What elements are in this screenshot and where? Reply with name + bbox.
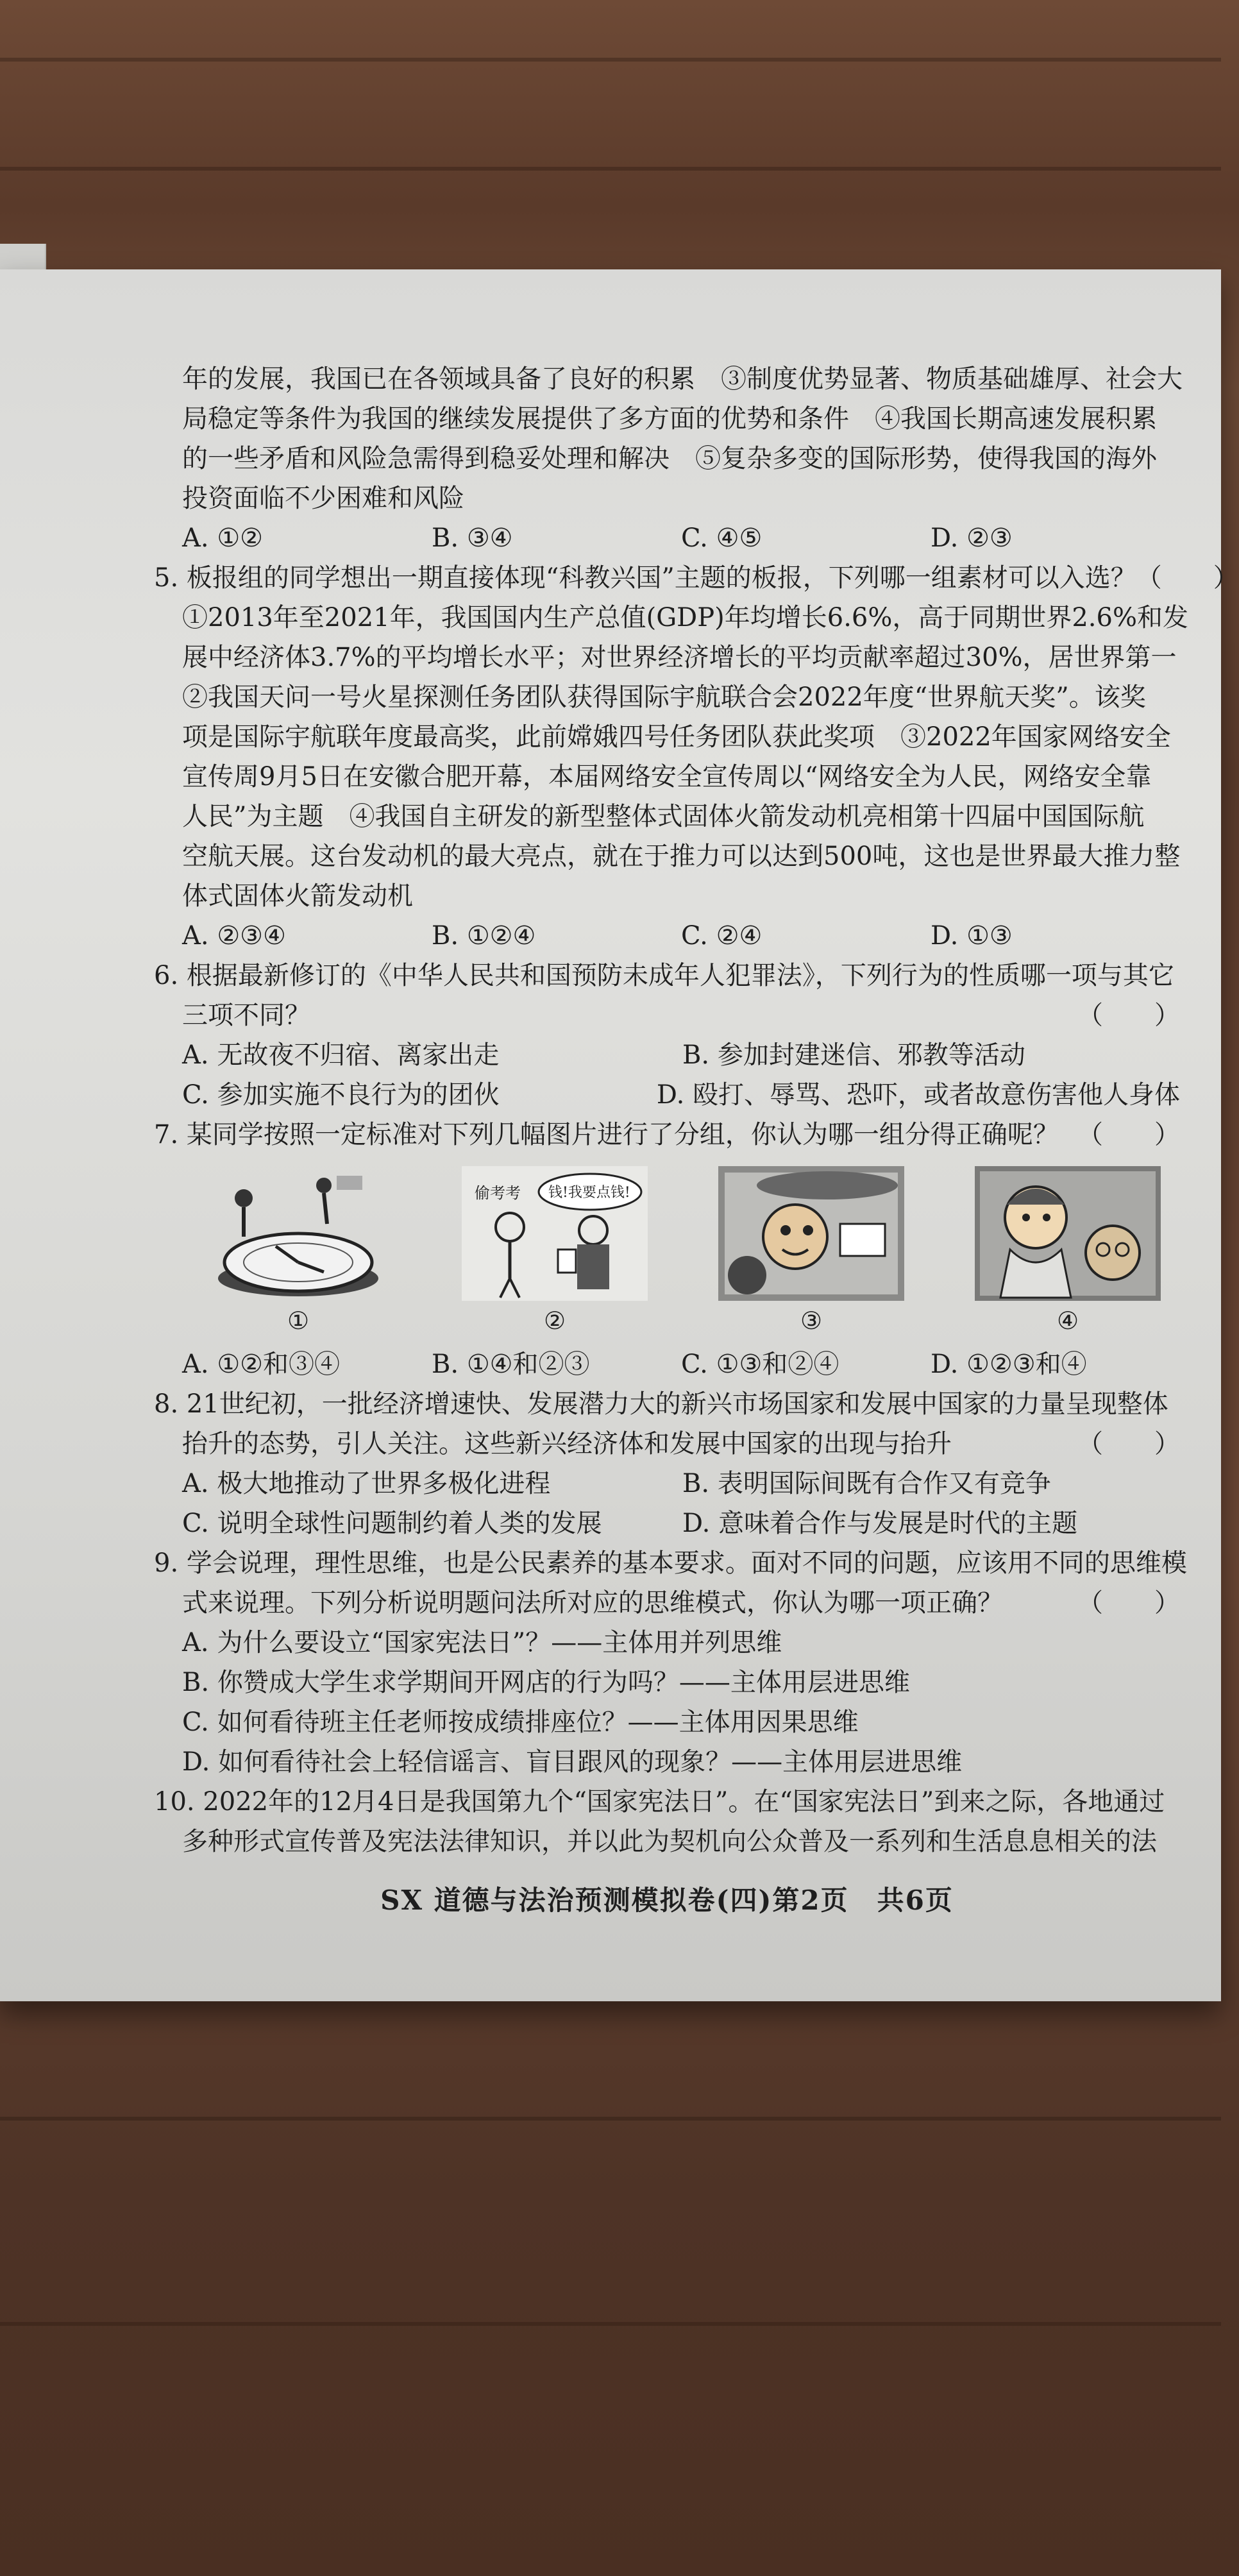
q5-line: 空航天展。这台发动机的最大亮点，就在于推力可以达到500吨，这也是世界最大推力整 [182, 842, 1181, 871]
q5-stem: 5. 板报组的同学想出一期直接体现“科教兴国”主题的板报，下列哪一组素材可以入选？ [154, 563, 1136, 593]
q9-option-a[interactable]: A. 为什么要设立“国家宪法日”？——主体用并列思维 [182, 1628, 782, 1657]
q8-options-row2 [154, 1504, 1180, 1543]
q8-stem-row [154, 1424, 1180, 1464]
q5-line: ②我国天问一号火星探测任务团队获得国际宇航联合会2022年度“世界航天奖”。该奖 [182, 682, 1146, 712]
q7-picture-1 [205, 1166, 391, 1341]
q4-option-a[interactable]: A. ①② [182, 523, 264, 553]
q10-stem-cont: 多种形式宣传普及宪法法律知识，并以此为契机向公众普及一系列和生活息息相关的法 [182, 1827, 1157, 1856]
q8-option-a[interactable]: A. 极大地推动了世界多极化进程 [182, 1469, 551, 1498]
q5-line: 展中经济体3.7%的平均增长水平；对世界经济增长的平均贡献率超过30%，居世界第一 [182, 643, 1177, 672]
q6-answer-paren[interactable]: （ ） [1077, 1001, 1180, 1030]
q8-option-b[interactable]: B. 表明国际间既有合作又有竞争 [682, 1469, 1051, 1498]
q6-options-row1 [154, 1035, 1180, 1075]
q5-line: 体式固体火箭发动机 [182, 881, 413, 911]
q6-options-row2 [154, 1075, 1180, 1115]
q7-option-d[interactable]: D. ①②③和④ [931, 1350, 1087, 1379]
q7-picture-3-label: ③ [800, 1307, 823, 1335]
q7-picture-1-label: ① [287, 1307, 310, 1335]
q4-option-b[interactable]: B. ③④ [432, 523, 513, 553]
q4-line: 的一些矛盾和风险急需得到稳妥处理和解决 ⑤复杂多变的国际形势，使得我国的海外 [182, 444, 1157, 473]
q7-picture-4-label: ④ [1056, 1307, 1079, 1335]
q6-option-a[interactable]: A. 无故夜不归宿、离家出走 [182, 1040, 500, 1070]
q5-line: 人民”为主题 ④我国自主研发的新型整体式固体火箭发动机亮相第十四届中国国际航 [182, 802, 1145, 831]
q7-picture-2 [462, 1166, 648, 1341]
wood-grain [0, 167, 1221, 171]
q7-option-b[interactable]: B. ①④和②③ [432, 1350, 590, 1379]
q8-stem: 8. 21世纪初，一批经济增速快、发展潜力大的新兴市场国家和发展中国家的力量呈现整体 [154, 1389, 1168, 1419]
q6-stem-row [154, 996, 1180, 1035]
q7-stem-row [154, 1115, 1180, 1155]
speech-cartoon-image [718, 1166, 904, 1301]
q9-stem-cont: 式来说理。下列分析说明题问法所对应的思维模式，你认为哪一项正确？ [182, 1588, 1003, 1618]
q4-option-c[interactable]: C. ④⑤ [681, 523, 763, 553]
q8-answer-paren[interactable]: （ ） [1077, 1429, 1180, 1459]
q5-option-b[interactable]: B. ①②④ [432, 921, 536, 951]
q6-stem-cont: 三项不同？ [182, 1001, 310, 1030]
q6-option-b[interactable]: B. 参加封建迷信、邪教等活动 [682, 1040, 1025, 1070]
q4-option-d[interactable]: D. ②③ [931, 523, 1013, 553]
q6-option-d[interactable]: D. 殴打、辱骂、恐吓，或者故意伤害他人身体 [656, 1080, 1180, 1110]
q9-stem-row [154, 1583, 1180, 1623]
q7-answer-paren[interactable]: （ ） [1077, 1120, 1180, 1149]
q5-option-d[interactable]: D. ①③ [931, 921, 1013, 951]
q7-picture-3 [718, 1166, 904, 1341]
q6-stem: 6. 根据最新修订的《中华人民共和国预防未成年人犯罪法》，下列行为的性质哪一项与其它 [154, 961, 1174, 990]
q8-option-c[interactable]: C. 说明全球性问题制约着人类的发展 [182, 1509, 602, 1538]
q7-picture-2-label: ② [543, 1307, 566, 1335]
q8-options-row1 [154, 1464, 1180, 1504]
q5-stem-row [154, 558, 1239, 598]
q8-option-d[interactable]: D. 意味着合作与发展是时代的主题 [682, 1509, 1078, 1538]
q5-option-c[interactable]: C. ②④ [681, 921, 763, 951]
bubble-text-2: 钱!我要点钱! [548, 1185, 630, 1201]
compass-cartoon-image [205, 1166, 391, 1301]
q5-line: 宣传周9月5日在安徽合肥开幕，本届网络安全宣传周以“网络安全为人民，网络安全靠 [182, 762, 1152, 792]
q7-picture-4 [975, 1166, 1161, 1341]
wood-grain [0, 2117, 1221, 2121]
q9-answer-paren[interactable]: （ ） [1077, 1588, 1180, 1618]
exam-content [154, 359, 1239, 1920]
q8-stem-cont: 抬升的态势，引人关注。这些新兴经济体和发展中国家的出现与抬升 [182, 1429, 952, 1459]
q5-answer-paren[interactable]: （ ） [1136, 563, 1239, 593]
q7-option-a[interactable]: A. ①②和③④ [182, 1350, 341, 1379]
q9-option-b[interactable]: B. 你赞成大学生求学期间开网店的行为吗？——主体用层进思维 [182, 1668, 910, 1697]
q5-options [154, 916, 1180, 956]
q4-line: 局稳定等条件为我国的继续发展提供了多方面的优势和条件 ④我国长期高速发展积累 [182, 404, 1157, 434]
q7-option-c[interactable]: C. ①③和②④ [681, 1350, 839, 1379]
q6-option-c[interactable]: C. 参加实施不良行为的团伙 [182, 1080, 500, 1110]
page-footer: SX 道德与法治预测模拟卷(四)第2页 共6页 [380, 1885, 954, 1916]
family-cartoon-image [975, 1166, 1161, 1301]
wood-grain [0, 2322, 1221, 2326]
q7-options [154, 1344, 1180, 1384]
q4-options [154, 518, 1180, 558]
bribery-cartoon-image [462, 1166, 648, 1301]
q9-option-c[interactable]: C. 如何看待班主任老师按成绩排座位？——主体用因果思维 [182, 1707, 859, 1737]
q10-stem: 10. 2022年的12月4日是我国第九个“国家宪法日”。在“国家宪法日”到来之际，各地通过 [154, 1787, 1165, 1817]
q5-line: 项是国际宇航联年度最高奖，此前嫦娥四号任务团队获此奖项 ③2022年国家网络安全 [182, 722, 1171, 752]
q5-line: ①2013年至2021年，我国国内生产总值(GDP)年均增长6.6%，高于同期世界2.6%和发 [182, 603, 1188, 632]
q9-stem: 9. 学会说理，理性思维，也是公民素养的基本要求。面对不同的问题，应该用不同的思维模 [154, 1548, 1187, 1578]
q5-option-a[interactable]: A. ②③④ [182, 921, 286, 951]
bubble-text-1: 偷考考 [475, 1184, 521, 1202]
q4-line: 投资面临不少困难和风险 [182, 484, 464, 513]
q7-pictures [205, 1166, 1180, 1341]
q7-stem: 7. 某同学按照一定标准对下列几幅图片进行了分组，你认为哪一组分得正确呢？ [154, 1120, 1059, 1149]
q4-line: 年的发展，我国已在各领域具备了良好的积累 ③制度优势显著、物质基础雄厚、社会大 [182, 364, 1183, 394]
wood-grain [0, 58, 1221, 62]
q9-option-d[interactable]: D. 如何看待社会上轻信谣言、盲目跟风的现象？——主体用层进思维 [182, 1747, 963, 1777]
